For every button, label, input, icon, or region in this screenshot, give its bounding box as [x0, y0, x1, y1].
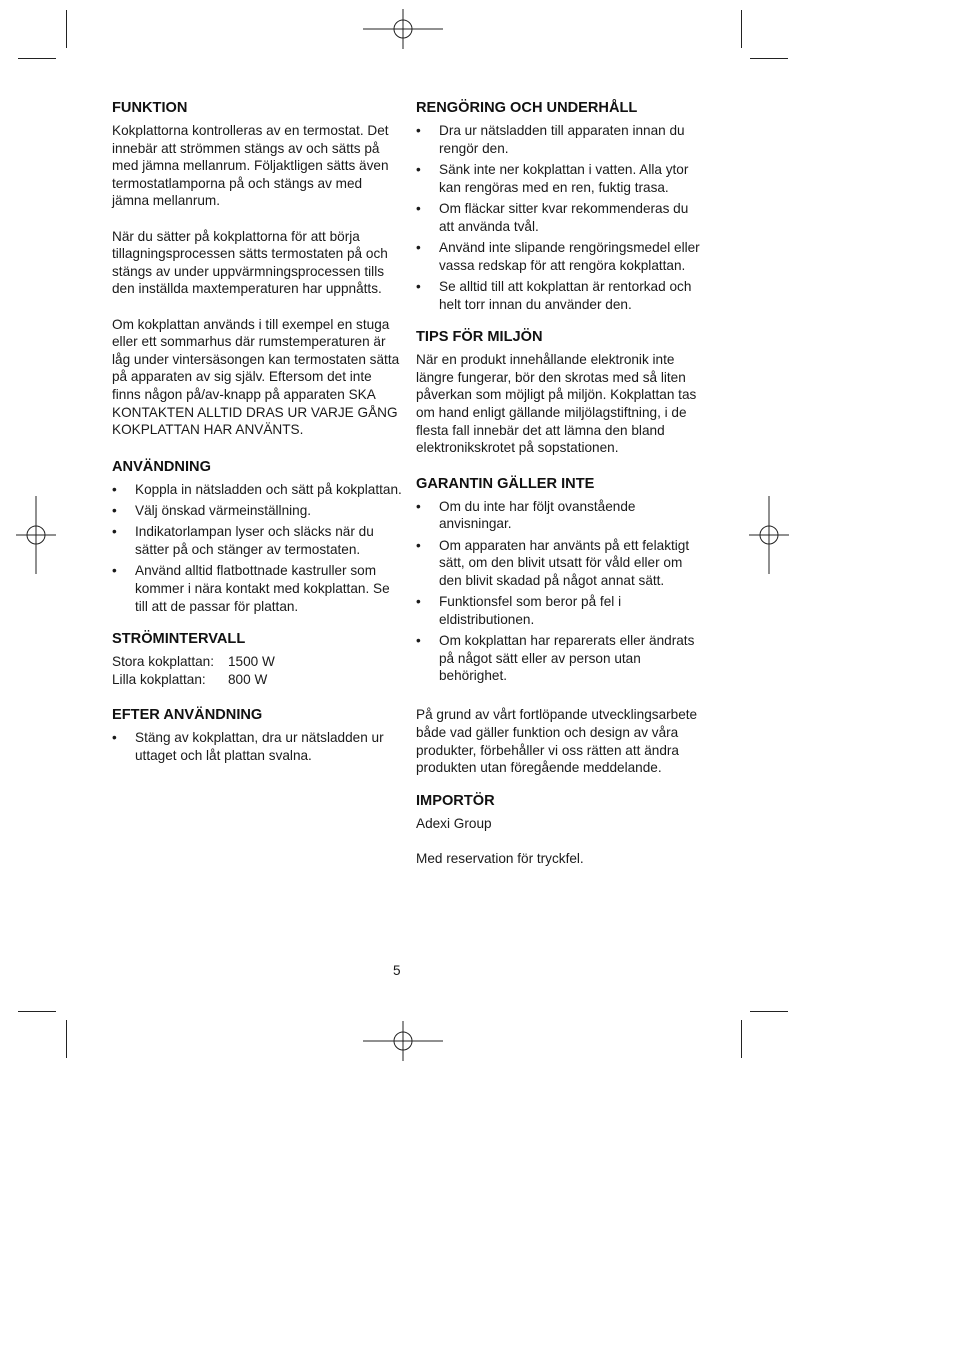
- list-item: [416, 537, 706, 590]
- section-heading: IMPORTÖR: [416, 792, 495, 809]
- list-item-text: Indikatorlampan lyser och släcks när du sätter på och stänger av termostaten.: [135, 524, 374, 558]
- power-label: Lilla kokplattan:: [112, 671, 206, 687]
- section-heading: STRÖMINTERVALL: [112, 631, 246, 648]
- section-anvandning: [112, 457, 402, 616]
- bullet-list: [416, 498, 706, 685]
- section-efter-anvandning: [112, 705, 402, 764]
- bullet-icon: •: [112, 730, 117, 746]
- crop-mark: [66, 1020, 67, 1058]
- list-item: [416, 239, 706, 274]
- list-item: [416, 632, 706, 685]
- list-item-text: Sänk inte ner kokplattan i vatten. Alla ytor kan rengöras med en ren, fuktig trasa.: [439, 161, 689, 195]
- list-item: [112, 523, 402, 558]
- importer-name: Adexi Group: [416, 815, 492, 831]
- paragraph: Om kokplattan används i till exempel en stuga eller ett sommarhus där rumstemperaturen är låg under vintersäsongen kan termostaten sätta på apparaten av sig själv. Eftersom det inte finns någon på/av-knapp på apparaten SKA KONTAKTEN ALLTID DRAS UR VARJE GÅNG KOKPLATTAN HAR ANVÄNTS.: [112, 316, 400, 438]
- crop-mark: [741, 10, 742, 48]
- registration-mark-icon: [363, 9, 443, 49]
- section-tips-miljon: [416, 327, 706, 457]
- crop-mark: [741, 1020, 742, 1058]
- power-row: [112, 671, 402, 689]
- bullet-list: [112, 481, 402, 616]
- left-column: [112, 98, 402, 780]
- page-number: 5: [393, 963, 401, 978]
- section-garanti: [416, 474, 706, 777]
- right-column: [416, 98, 706, 883]
- bullet-icon: •: [416, 594, 421, 610]
- list-item-text: Välj önskad värmeinställning.: [135, 503, 312, 519]
- bullet-icon: •: [112, 481, 117, 497]
- bullet-icon: •: [112, 503, 117, 519]
- bullet-list: [112, 729, 402, 764]
- power-value: 1500 W: [228, 654, 275, 670]
- list-item-text: Stäng av kokplattan, dra ur nätsladden ur uttaget och låt plattan svalna.: [135, 730, 384, 764]
- paragraph: På grund av vårt fortlöpande utvecklingsarbete både vad gäller funktion och design av våra produkter, förbehåller vi oss rätten att ändra produkten utan föregående meddelande.: [416, 707, 698, 776]
- bullet-icon: •: [416, 239, 421, 255]
- list-item: [416, 498, 706, 533]
- registration-mark-icon: [363, 1021, 443, 1061]
- list-item-text: Om du inte har följt ovanstående anvisningar.: [439, 498, 636, 532]
- list-item: [112, 562, 402, 615]
- list-item-text: Funktionsfel som beror på fel i eldistributionen.: [439, 594, 622, 627]
- list-item: [112, 502, 402, 520]
- crop-mark: [18, 58, 56, 59]
- bullet-icon: •: [416, 123, 421, 138]
- list-item: [112, 481, 402, 499]
- section-rengoring: [416, 98, 706, 313]
- bullet-list: [416, 122, 706, 313]
- list-item: [416, 122, 706, 157]
- crop-mark: [750, 1011, 788, 1012]
- paragraph: Kokplattorna kontrolleras av en termostat. Det innebär att strömmen stängs av och sätts på med jämna mellanrum. Följaktligen sätts även termostatlamporna på och stängs av med jämna mellanrum.: [112, 123, 389, 209]
- section-importor: [416, 791, 706, 868]
- power-label: Stora kokplattan:: [112, 654, 215, 670]
- registration-mark-icon: [16, 496, 56, 574]
- section-heading: RENGÖRING OCH UNDERHÅLL: [416, 100, 638, 116]
- list-item-text: Om kokplattan har reparerats eller ändrats på något sätt eller av person utan behörighet.: [439, 633, 695, 684]
- bullet-icon: •: [112, 524, 117, 540]
- list-item-text: Se alltid till att kokplattan är rentorkad och helt torr innan du använder den.: [439, 278, 692, 312]
- bullet-icon: •: [112, 563, 117, 579]
- list-item-text: Använd alltid flatbottnade kastruller som kommer i nära kontakt med kokplattan. Se till att de passar för plattan.: [135, 563, 390, 614]
- list-item: [112, 729, 402, 764]
- bullet-icon: •: [416, 200, 421, 216]
- bullet-icon: •: [416, 278, 421, 294]
- list-item-text: Koppla in nätsladden och sätt på kokplattan.: [135, 481, 402, 497]
- section-heading: ANVÄNDNING: [112, 458, 211, 475]
- power-value: 800 W: [228, 671, 268, 687]
- list-item-text: Om apparaten har använts på ett felaktigt sätt, om den blivit utsatt för våld eller om den blivit skadad på något annat sätt.: [439, 537, 690, 588]
- list-item: [416, 278, 706, 313]
- registration-mark-icon: [749, 496, 789, 574]
- section-heading: EFTER ANVÄNDNING: [112, 707, 263, 724]
- list-item: [416, 161, 706, 196]
- disclaimer: Med reservation för tryckfel.: [416, 850, 584, 866]
- power-row: [112, 653, 402, 671]
- bullet-icon: •: [416, 537, 421, 553]
- crop-mark: [18, 1011, 56, 1012]
- crop-mark: [750, 58, 788, 59]
- list-item: [416, 200, 706, 235]
- bullet-icon: •: [416, 633, 421, 649]
- crop-mark: [66, 10, 67, 48]
- bullet-icon: •: [416, 161, 421, 177]
- section-heading: TIPS FÖR MILJÖN: [416, 329, 543, 346]
- paragraph: När en produkt innehållande elektronik inte längre fungerar, bör den skrotas med så liten påverkan som möjligt på miljön. Kokplattan tas om hand enligt gällande miljölagstiftning, i de flesta fall innebär det att lämna den bland elektronikskrotet på sopstationen.: [416, 352, 697, 456]
- section-funktion: [112, 98, 402, 439]
- paragraph: När du sätter på kokplattorna för att börja tillagningsprocessen sätts termostaten på och stängs av under uppvärmningsprocessen tills den inställda maxtemperaturen har uppnåtts.: [112, 228, 388, 297]
- section-heading: FUNKTION: [112, 100, 188, 116]
- list-item-text: Om fläckar sitter kvar rekommenderas du att använda tvål.: [439, 200, 689, 234]
- bullet-icon: •: [416, 498, 421, 514]
- section-heading: GARANTIN GÄLLER INTE: [416, 475, 595, 492]
- section-strominterval: [112, 629, 402, 688]
- list-item-text: Använd inte slipande rengöringsmedel eller vassa redskap för att rengöra kokplattan.: [439, 239, 700, 273]
- list-item-text: Dra ur nätsladden till apparaten innan du rengör den.: [439, 123, 685, 156]
- list-item: [416, 593, 706, 628]
